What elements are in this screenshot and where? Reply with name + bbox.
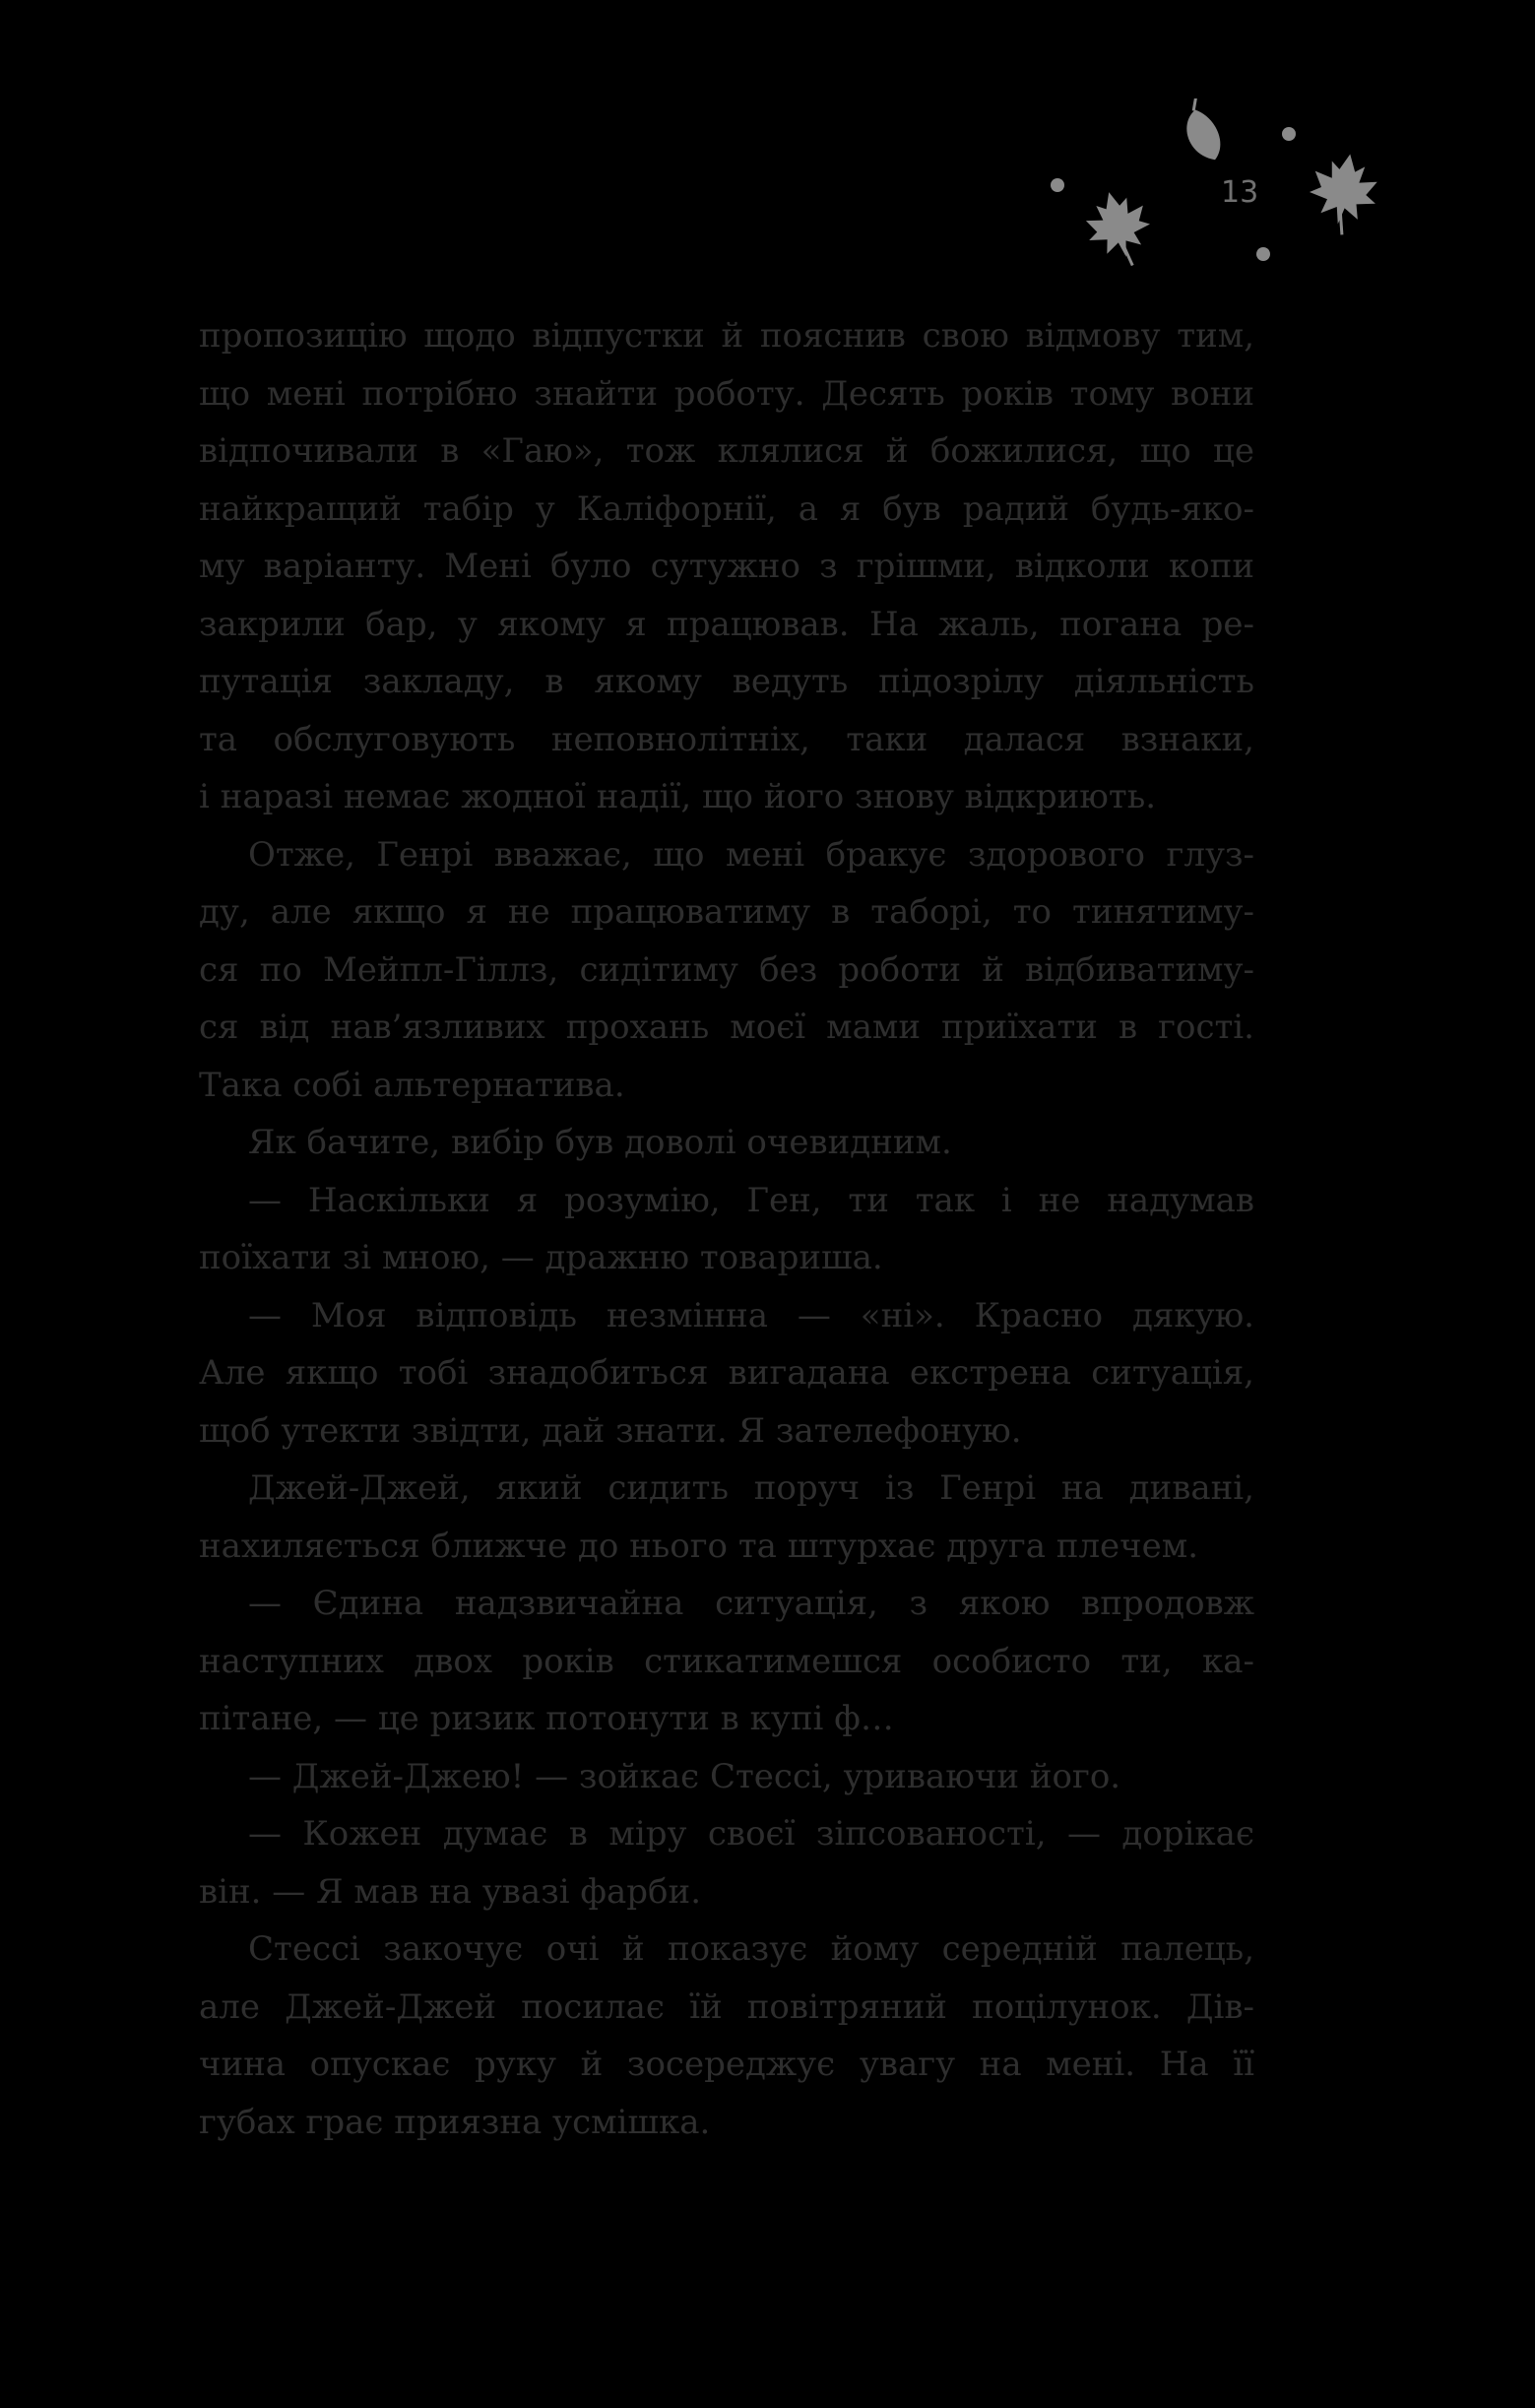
text-line: Стессі закочує очі й показує йому середній палець,: [248, 1929, 1254, 1969]
text-line: губах грає приязна усмішка.: [199, 2102, 711, 2142]
text-line: — Моя відповідь незмінна — «ні». Красно дякую.: [248, 1295, 1254, 1335]
text-line: — Наскільки я розумію, Ген, ти так і не надумав: [248, 1180, 1254, 1220]
dot-icon: [1256, 247, 1270, 261]
text-line: нахиляється ближче до нього та штурхає друга плечем.: [199, 1526, 1199, 1566]
dot-icon: [1282, 127, 1296, 141]
text-line: Джей-Джей, який сидить поруч із Генрі на дивані,: [248, 1468, 1254, 1508]
text-line: Як бачите, вибір був доволі очевидним.: [248, 1123, 952, 1162]
text-line: і наразі немає жодної надії, що його знову відкриють.: [199, 777, 1157, 816]
text-line: ся від нав’язливих прохань моєї мами приїхати в гості.: [199, 1008, 1254, 1047]
text-line: відпочивали в «Гаю», тож клялися й божилися, що це: [199, 431, 1254, 471]
text-line: наступних двох років стикатимешся особисто ти, ка-: [199, 1641, 1254, 1681]
text-line: Така собі альтернатива.: [199, 1065, 625, 1105]
text-line: що мені потрібно знайти роботу. Десять років тому вони: [199, 373, 1254, 414]
text-line: поїхати зі мною, — дражню товариша.: [199, 1238, 883, 1277]
text-line: ду, але якщо я не працюватиму в таборі, то тинятиму-: [199, 892, 1254, 932]
text-line: але Джей-Джей посилає їй повітряний поцілунок. Дів-: [199, 1986, 1254, 2027]
text-line: пітане, — це ризик потонути в купі ф…: [199, 1699, 894, 1738]
text-line: чина опускає руку й зосереджує увагу на мені. На її: [199, 2045, 1254, 2084]
page-number: 13: [1221, 175, 1259, 210]
text-line: ся по Мейпл-Гіллз, сидітиму без роботи й відбиватиму-: [199, 949, 1254, 990]
maple-leaf-icon: [1304, 149, 1383, 240]
text-line: найкращий табір у Каліфорнії, а я був радий будь-яко-: [199, 488, 1254, 529]
text-line: та обслуговують неповнолітніх, таки далася взнаки,: [199, 719, 1254, 759]
text-line: — Джей-Джею! — зойкає Стессі, уриваючи його.: [248, 1756, 1121, 1796]
leaf-icon: [1172, 98, 1230, 166]
text-line: закрили бар, у якому я працював. На жаль, погана ре-: [199, 604, 1254, 644]
text-line: — Кожен думає в міру своєї зіпсованості, — дорікає: [248, 1814, 1254, 1854]
text-line: щоб утекти звідти, дай знати. Я зателефоную.: [199, 1410, 1022, 1451]
maple-leaf-icon: [1078, 184, 1159, 275]
text-line: він. — Я мав на увазі фарби.: [199, 1871, 701, 1912]
text-line: пропозицію щодо відпустки й пояснив свою відмову тим,: [199, 316, 1254, 356]
body-text: [199, 307, 1254, 2151]
text-line: — Єдина надзвичайна ситуація, з якою впродовж: [248, 1584, 1254, 1623]
text-line: Але якщо тобі знадобиться вигадана екстрена ситуація,: [199, 1353, 1254, 1393]
dot-icon: [1051, 178, 1064, 192]
text-line: путація закладу, в якому ведуть підозрілу діяльність: [199, 662, 1254, 701]
text-line: Отже, Генрі вважає, що мені бракує здорового глуз-: [248, 834, 1254, 875]
text-line: му варіанту. Мені було сутужно з грішми, відколи копи: [199, 547, 1254, 586]
